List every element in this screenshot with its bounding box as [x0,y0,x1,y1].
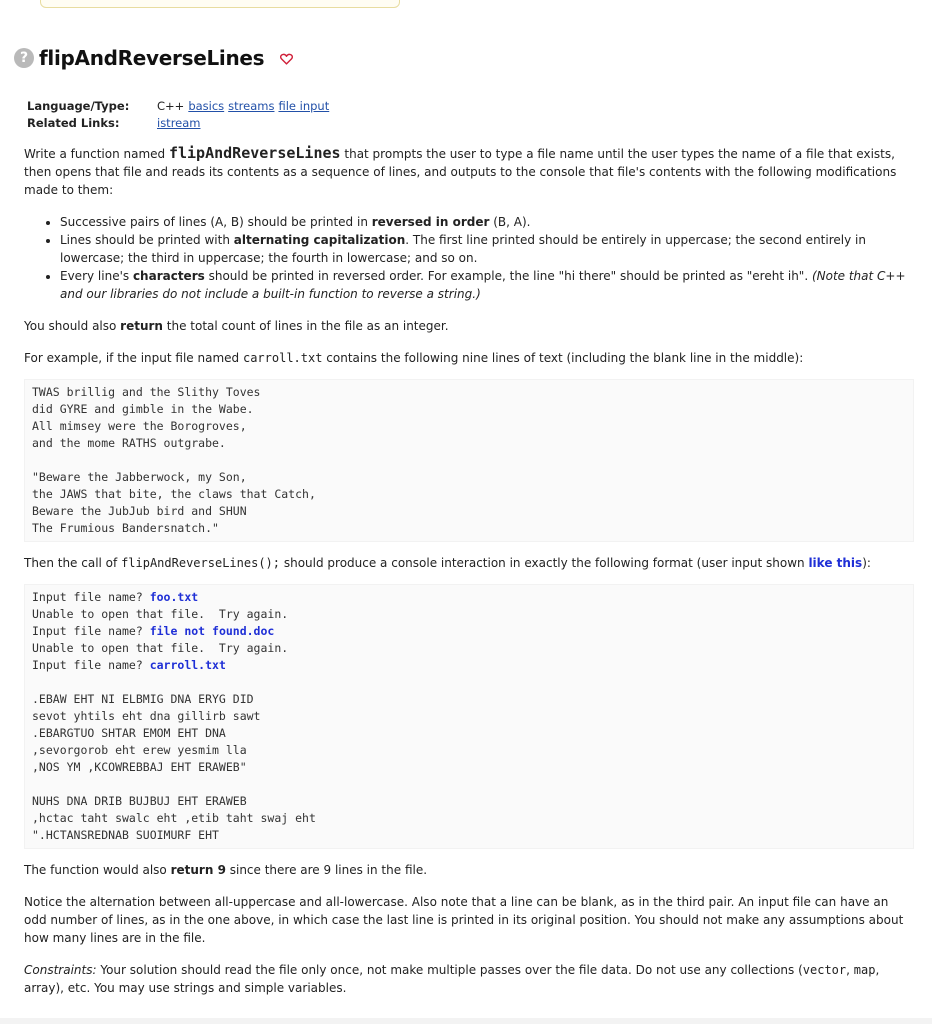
link-istream[interactable]: istream [157,116,201,130]
console-line [32,657,906,674]
text: Lines should be printed with [60,233,234,247]
problem-meta [27,98,333,132]
then-paragraph [24,554,914,572]
return9-paragraph [24,861,914,879]
console-line: ,hctac taht swalc eht ,etib taht swaj eht [32,811,316,825]
text: Your solution should read the file only once, not make multiple passes over the file data. Do not use any collections ( [96,963,803,977]
prompt: Input file name? [32,658,150,672]
text: should be printed in reversed order. For example, the line "hi there" should be printed as "ereht ih". [204,269,812,283]
text: the total count of lines in the file as an integer. [162,319,449,333]
text: , [846,963,854,977]
language-values [157,98,333,115]
link-basics[interactable]: basics [188,99,225,113]
problem-description [24,144,914,997]
intro-paragraph [24,144,914,199]
user-input: carroll.txt [149,658,226,672]
blank-line [32,452,906,469]
example-paragraph [24,349,914,367]
intro-text-end: that prompts the user to type a file name until the user types the name of a file that exists, then opens that file and reads its contents as a sequence of lines, and outputs to the console that file's contents with the following modifications made to them: [24,147,897,197]
user-input: file not found.doc [149,624,275,638]
list-item [60,213,914,231]
prompt: Input file name? [32,590,150,604]
code-line: Beware the JubJub bird and SHUN [32,504,247,518]
text: For example, if the input file named [24,351,243,365]
list-item [60,267,914,303]
code-line: The Frumious Bandersnatch." [32,521,219,535]
emphasis: return 9 [170,863,226,877]
console-output [24,584,914,849]
text: since there are 9 lines in the file. [225,863,428,877]
text: (B, A). [489,215,531,229]
function-name: flipAndReverseLines [168,144,341,162]
code-line: the JAWS that bite, the claws that Catch, [32,487,316,501]
constraints-paragraph [24,961,914,997]
previous-problem-box [40,0,400,8]
prompt: Input file name? [32,624,150,638]
console-line: Unable to open that file. Try again. [32,607,289,621]
console-line: ".HCTANSREDNAB SUOIMURF EHT [32,828,219,842]
emphasis: return [120,319,163,333]
related-values [157,115,205,132]
call-expression: flipAndReverseLines(); [121,556,281,570]
language-label: Language/Type: [27,99,130,113]
note: (Note that C++ and our libraries do not include a built-in function to reverse a string.) [60,269,906,301]
console-line [32,589,906,606]
code-line: and the mome RATHS outgrabe. [32,436,226,450]
requirements-list [24,213,914,303]
user-input: foo.txt [149,590,199,604]
file-name: carroll.txt [242,351,323,365]
code-line: All mimsey were the Borogroves, [32,419,247,433]
language-plain: C++ [157,99,185,113]
related-row [27,115,333,132]
text: , array), etc. You may use strings and simple variables. [24,963,880,995]
language-row [27,98,333,115]
text: ): [862,556,871,570]
code-line: "Beware the Jabberwock, my Son, [32,470,247,484]
like-this-sample: like this [808,556,863,570]
text: Successive pairs of lines (A, B) should be printed in [60,215,372,229]
emphasis: characters [132,269,205,283]
text: The function would also [24,863,171,877]
bottom-divider [0,1018,932,1024]
input-file-listing [24,379,914,542]
page-title: flipAndReverseLines [39,46,265,70]
blank-line [32,674,906,691]
constraints-label: Constraints: [24,963,97,977]
emphasis: alternating capitalization [233,233,406,247]
code-line: did GYRE and gimble in the Wabe. [32,402,254,416]
related-label: Related Links: [27,116,120,130]
text: You should also [24,319,121,333]
code: map [853,963,876,977]
notice-paragraph: Notice the alternation between all-uppercase and all-lowercase. Also note that a line can be blank, as in the third pair. An input file can have an odd number of lines, as in the one above, in which case the last line is printed in its original position. You should not make any assumptions about how many lines are in the file. [24,895,904,945]
heart-icon[interactable] [280,53,293,65]
emphasis: reversed in order [371,215,490,229]
console-line: .EBAW EHT NI ELBMIG DNA ERYG DID [32,692,254,706]
console-line: NUHS DNA DRIB BUJBUJ EHT ERAWEB [32,794,247,808]
code: vector [802,963,847,977]
link-streams[interactable]: streams [228,99,275,113]
return-paragraph [24,317,914,335]
text: Then the call of [24,556,122,570]
list-item [60,231,914,267]
console-line: Unable to open that file. Try again. [32,641,289,655]
intro-text: Write a function named [24,147,169,161]
console-line [32,623,906,640]
text: contains the following nine lines of text (including the blank line in the middle): [322,351,804,365]
code-line: TWAS brillig and the Slithy Toves [32,385,261,399]
link-file-input[interactable]: file input [278,99,330,113]
text: Every line's [60,269,133,283]
title-row [14,44,293,72]
blank-line [32,776,906,793]
console-line: sevot yhtils eht dna gillirb sawt [32,709,261,723]
console-line: ,sevorgorob eht erew yesmim lla [32,743,247,757]
text: . The first line printed should be entirely in uppercase; the second entirely in lowercase; the third in uppercase; the fourth in lowercase; and so on. [60,233,866,265]
text: should produce a console interaction in exactly the following format (user input shown [280,556,809,570]
help-icon[interactable]: ? [14,48,34,68]
console-line: ,NOS YM ,KCOWREBBAJ EHT ERAWEB" [32,760,247,774]
console-line: .EBARGTUO SHTAR EMOM EHT DNA [32,726,226,740]
